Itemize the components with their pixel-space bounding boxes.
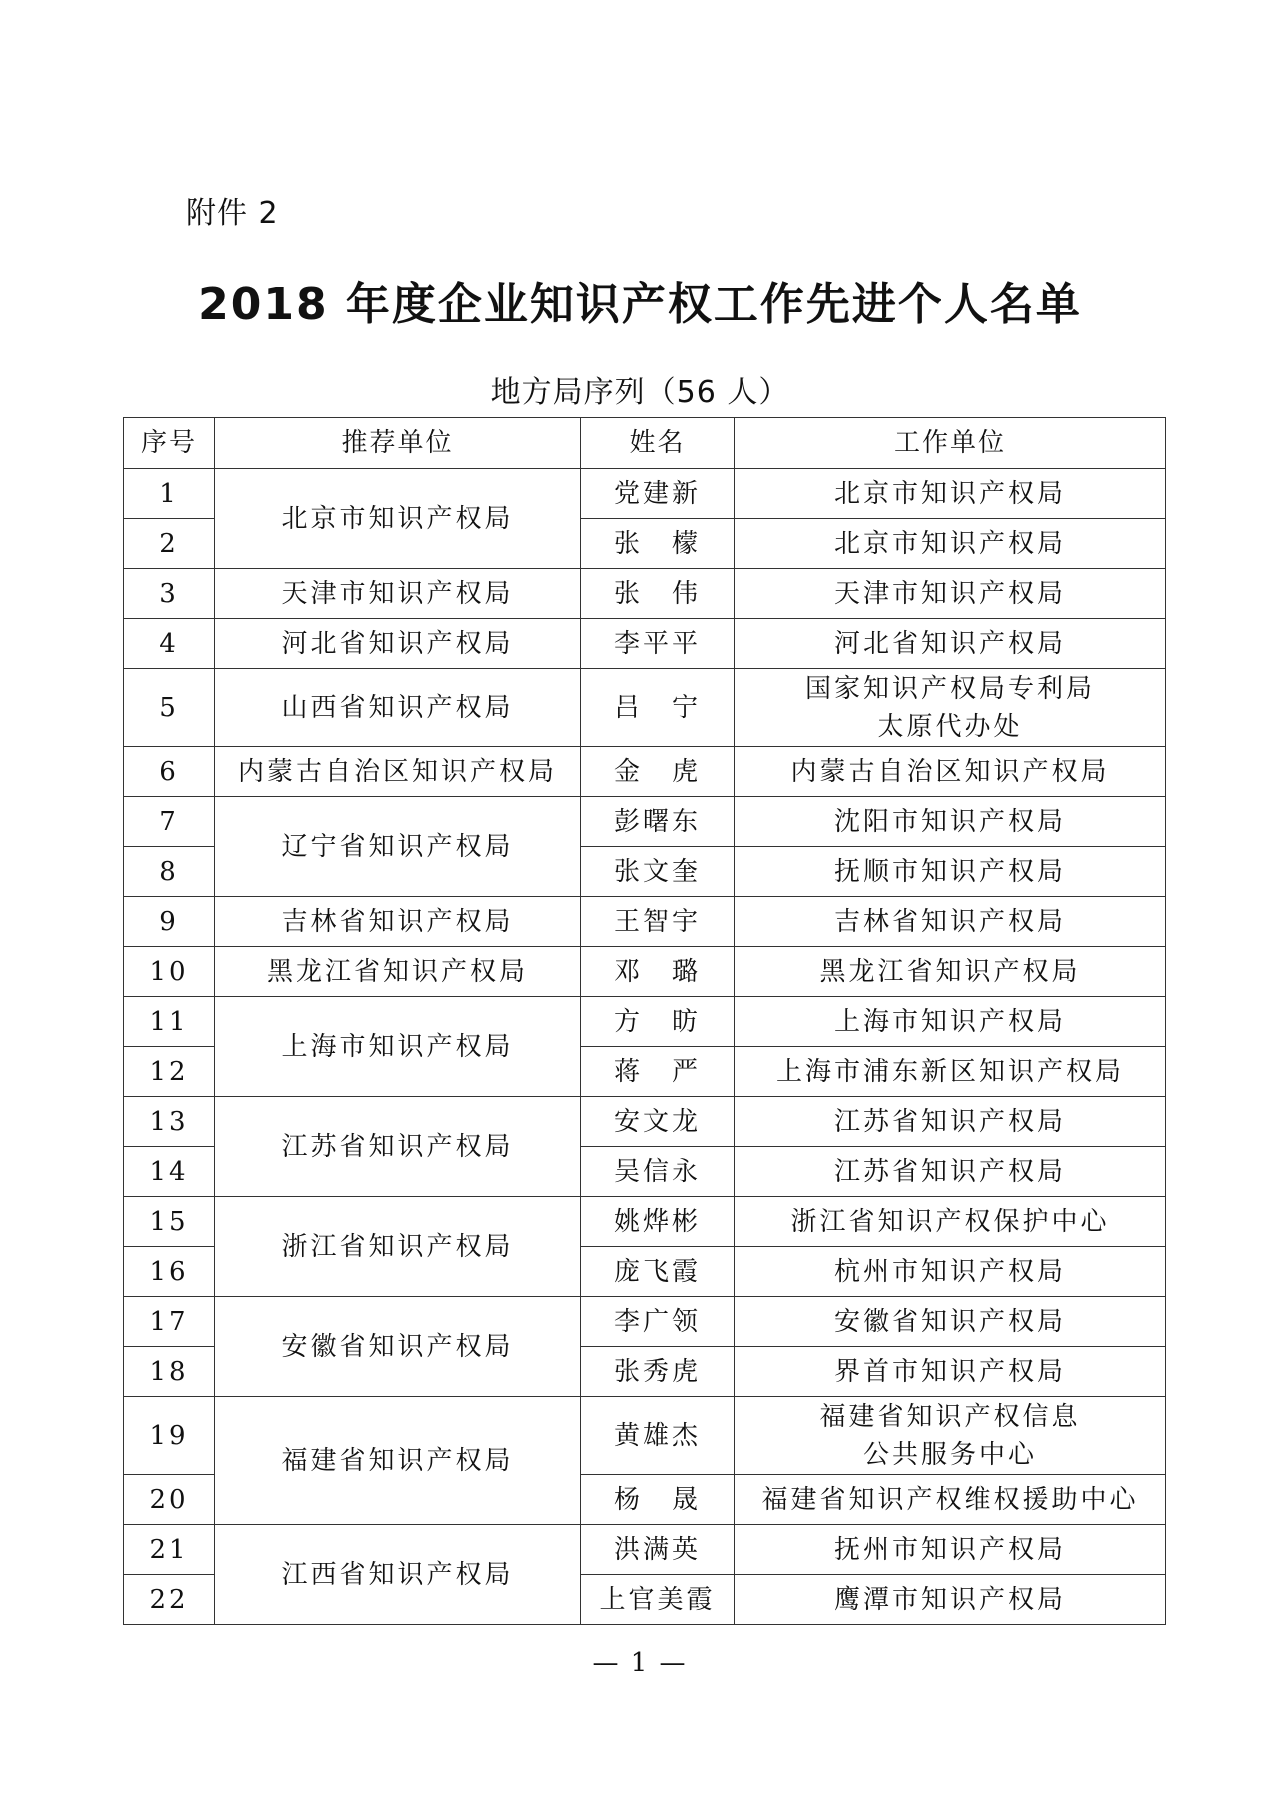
work-unit-line: 上海市知识产权局 <box>833 1006 1066 1037</box>
column-header-name: 姓名 <box>581 418 735 469</box>
person-name-cell: 李广领 <box>581 1297 735 1347</box>
serial-number-cell: 10 <box>124 947 215 997</box>
person-name-cell: 吕 宁 <box>581 669 735 747</box>
serial-number-cell: 1 <box>124 469 215 519</box>
serial-number-cell: 7 <box>124 797 215 847</box>
work-unit-cell <box>735 947 1166 997</box>
work-unit-cell <box>735 469 1166 519</box>
serial-number-cell: 15 <box>124 1197 215 1247</box>
work-unit-cell <box>735 1575 1166 1625</box>
work-unit-line: 内蒙古自治区知识产权局 <box>790 756 1110 787</box>
work-unit-cell <box>735 1397 1166 1475</box>
person-name-cell: 上官美霞 <box>581 1575 735 1625</box>
table-row <box>124 1397 1166 1475</box>
recommending-unit-cell: 浙江省知识产权局 <box>215 1197 581 1297</box>
table-row <box>124 1525 1166 1575</box>
work-unit-cell <box>735 1247 1166 1297</box>
table-row <box>124 619 1166 669</box>
recommending-unit-cell: 福建省知识产权局 <box>215 1397 581 1525</box>
work-unit-cell <box>735 569 1166 619</box>
table-row <box>124 747 1166 797</box>
serial-number-cell: 3 <box>124 569 215 619</box>
work-unit-line: 鹰潭市知识产权局 <box>833 1584 1066 1615</box>
recommending-unit-cell: 山西省知识产权局 <box>215 669 581 747</box>
person-name-cell: 杨 晟 <box>581 1475 735 1525</box>
attachment-label: 附件 2 <box>186 196 279 231</box>
serial-number-cell: 2 <box>124 519 215 569</box>
work-unit-line: 福建省知识产权信息 <box>819 1401 1081 1432</box>
table-row <box>124 947 1166 997</box>
recommending-unit-cell: 辽宁省知识产权局 <box>215 797 581 897</box>
serial-number-cell: 22 <box>124 1575 215 1625</box>
recommending-unit-cell: 北京市知识产权局 <box>215 469 581 569</box>
work-unit-line: 界首市知识产权局 <box>833 1356 1066 1387</box>
work-unit-cell <box>735 619 1166 669</box>
person-name-cell: 张秀虎 <box>581 1347 735 1397</box>
recommending-unit-cell: 江苏省知识产权局 <box>215 1097 581 1197</box>
work-unit-line: 抚州市知识产权局 <box>833 1534 1066 1565</box>
table-row <box>124 1097 1166 1147</box>
serial-number-cell: 18 <box>124 1347 215 1397</box>
work-unit-cell <box>735 897 1166 947</box>
work-unit-line: 北京市知识产权局 <box>833 478 1066 509</box>
table-body <box>124 469 1166 1625</box>
work-unit-cell <box>735 1475 1166 1525</box>
person-name-cell: 张文奎 <box>581 847 735 897</box>
serial-number-cell: 16 <box>124 1247 215 1297</box>
person-name-cell: 黄雄杰 <box>581 1397 735 1475</box>
serial-number-cell: 14 <box>124 1147 215 1197</box>
work-unit-line: 吉林省知识产权局 <box>833 906 1066 937</box>
person-name-cell: 洪满英 <box>581 1525 735 1575</box>
work-unit-line: 上海市浦东新区知识产权局 <box>775 1056 1124 1087</box>
work-unit-cell <box>735 747 1166 797</box>
work-unit-line: 沈阳市知识产权局 <box>833 806 1066 837</box>
recommending-unit-cell: 上海市知识产权局 <box>215 997 581 1097</box>
person-name-cell: 王智宇 <box>581 897 735 947</box>
work-unit-line: 杭州市知识产权局 <box>833 1256 1066 1287</box>
work-unit-cell <box>735 1297 1166 1347</box>
column-header-serial: 序号 <box>124 418 215 469</box>
person-name-cell: 蒋 严 <box>581 1047 735 1097</box>
serial-number-cell: 19 <box>124 1397 215 1475</box>
column-header-recommending-unit: 推荐单位 <box>215 418 581 469</box>
work-unit-line: 福建省知识产权维权援助中心 <box>761 1484 1139 1515</box>
person-name-cell: 安文龙 <box>581 1097 735 1147</box>
table-row <box>124 1297 1166 1347</box>
work-unit-cell <box>735 1097 1166 1147</box>
page-number: — 1 — <box>592 1648 688 1678</box>
work-unit-cell <box>735 797 1166 847</box>
serial-number-cell: 20 <box>124 1475 215 1525</box>
table-row <box>124 1197 1166 1247</box>
person-name-cell: 邓 璐 <box>581 947 735 997</box>
section-title: 地方局序列（56 人） <box>490 375 790 410</box>
person-name-cell: 张 檬 <box>581 519 735 569</box>
recommending-unit-cell: 吉林省知识产权局 <box>215 897 581 947</box>
person-name-cell: 姚烨彬 <box>581 1197 735 1247</box>
table-row <box>124 797 1166 847</box>
table-row <box>124 997 1166 1047</box>
table-header-row <box>124 418 1166 469</box>
person-name-cell: 吴信永 <box>581 1147 735 1197</box>
document-title: 2018 年度企业知识产权工作先进个人名单 <box>198 279 1082 330</box>
recommending-unit-cell: 江西省知识产权局 <box>215 1525 581 1625</box>
person-name-cell: 李平平 <box>581 619 735 669</box>
serial-number-cell: 5 <box>124 669 215 747</box>
person-name-cell: 方 昉 <box>581 997 735 1047</box>
work-unit-line: 抚顺市知识产权局 <box>833 856 1066 887</box>
work-unit-cell <box>735 519 1166 569</box>
work-unit-cell <box>735 1147 1166 1197</box>
work-unit-cell <box>735 1347 1166 1397</box>
work-unit-line: 浙江省知识产权保护中心 <box>790 1206 1110 1237</box>
work-unit-line: 江苏省知识产权局 <box>833 1156 1066 1187</box>
serial-number-cell: 13 <box>124 1097 215 1147</box>
work-unit-cell <box>735 997 1166 1047</box>
person-name-cell: 党建新 <box>581 469 735 519</box>
work-unit-line: 安徽省知识产权局 <box>833 1306 1066 1337</box>
work-unit-line: 黑龙江省知识产权局 <box>819 956 1081 987</box>
serial-number-cell: 6 <box>124 747 215 797</box>
serial-number-cell: 21 <box>124 1525 215 1575</box>
serial-number-cell: 8 <box>124 847 215 897</box>
work-unit-line: 天津市知识产权局 <box>833 578 1066 609</box>
work-unit-line: 国家知识产权局专利局 <box>804 673 1095 704</box>
work-unit-cell <box>735 1197 1166 1247</box>
column-header-work-unit: 工作单位 <box>735 418 1166 469</box>
work-unit-cell <box>735 847 1166 897</box>
honoree-table <box>123 417 1166 1625</box>
person-name-cell: 庞飞霞 <box>581 1247 735 1297</box>
table-row <box>124 669 1166 747</box>
work-unit-cell <box>735 1047 1166 1097</box>
work-unit-line: 公共服务中心 <box>862 1439 1037 1470</box>
table-row <box>124 569 1166 619</box>
serial-number-cell: 4 <box>124 619 215 669</box>
work-unit-cell <box>735 669 1166 747</box>
work-unit-line: 太原代办处 <box>877 711 1023 742</box>
serial-number-cell: 17 <box>124 1297 215 1347</box>
work-unit-line: 江苏省知识产权局 <box>833 1106 1066 1137</box>
person-name-cell: 金 虎 <box>581 747 735 797</box>
person-name-cell: 彭曙东 <box>581 797 735 847</box>
recommending-unit-cell: 河北省知识产权局 <box>215 619 581 669</box>
table-row <box>124 469 1166 519</box>
person-name-cell: 张 伟 <box>581 569 735 619</box>
recommending-unit-cell: 安徽省知识产权局 <box>215 1297 581 1397</box>
recommending-unit-cell: 黑龙江省知识产权局 <box>215 947 581 997</box>
work-unit-cell <box>735 1525 1166 1575</box>
serial-number-cell: 9 <box>124 897 215 947</box>
recommending-unit-cell: 内蒙古自治区知识产权局 <box>215 747 581 797</box>
serial-number-cell: 12 <box>124 1047 215 1097</box>
work-unit-line: 北京市知识产权局 <box>833 528 1066 559</box>
serial-number-cell: 11 <box>124 997 215 1047</box>
work-unit-line: 河北省知识产权局 <box>833 628 1066 659</box>
table-row <box>124 897 1166 947</box>
recommending-unit-cell: 天津市知识产权局 <box>215 569 581 619</box>
